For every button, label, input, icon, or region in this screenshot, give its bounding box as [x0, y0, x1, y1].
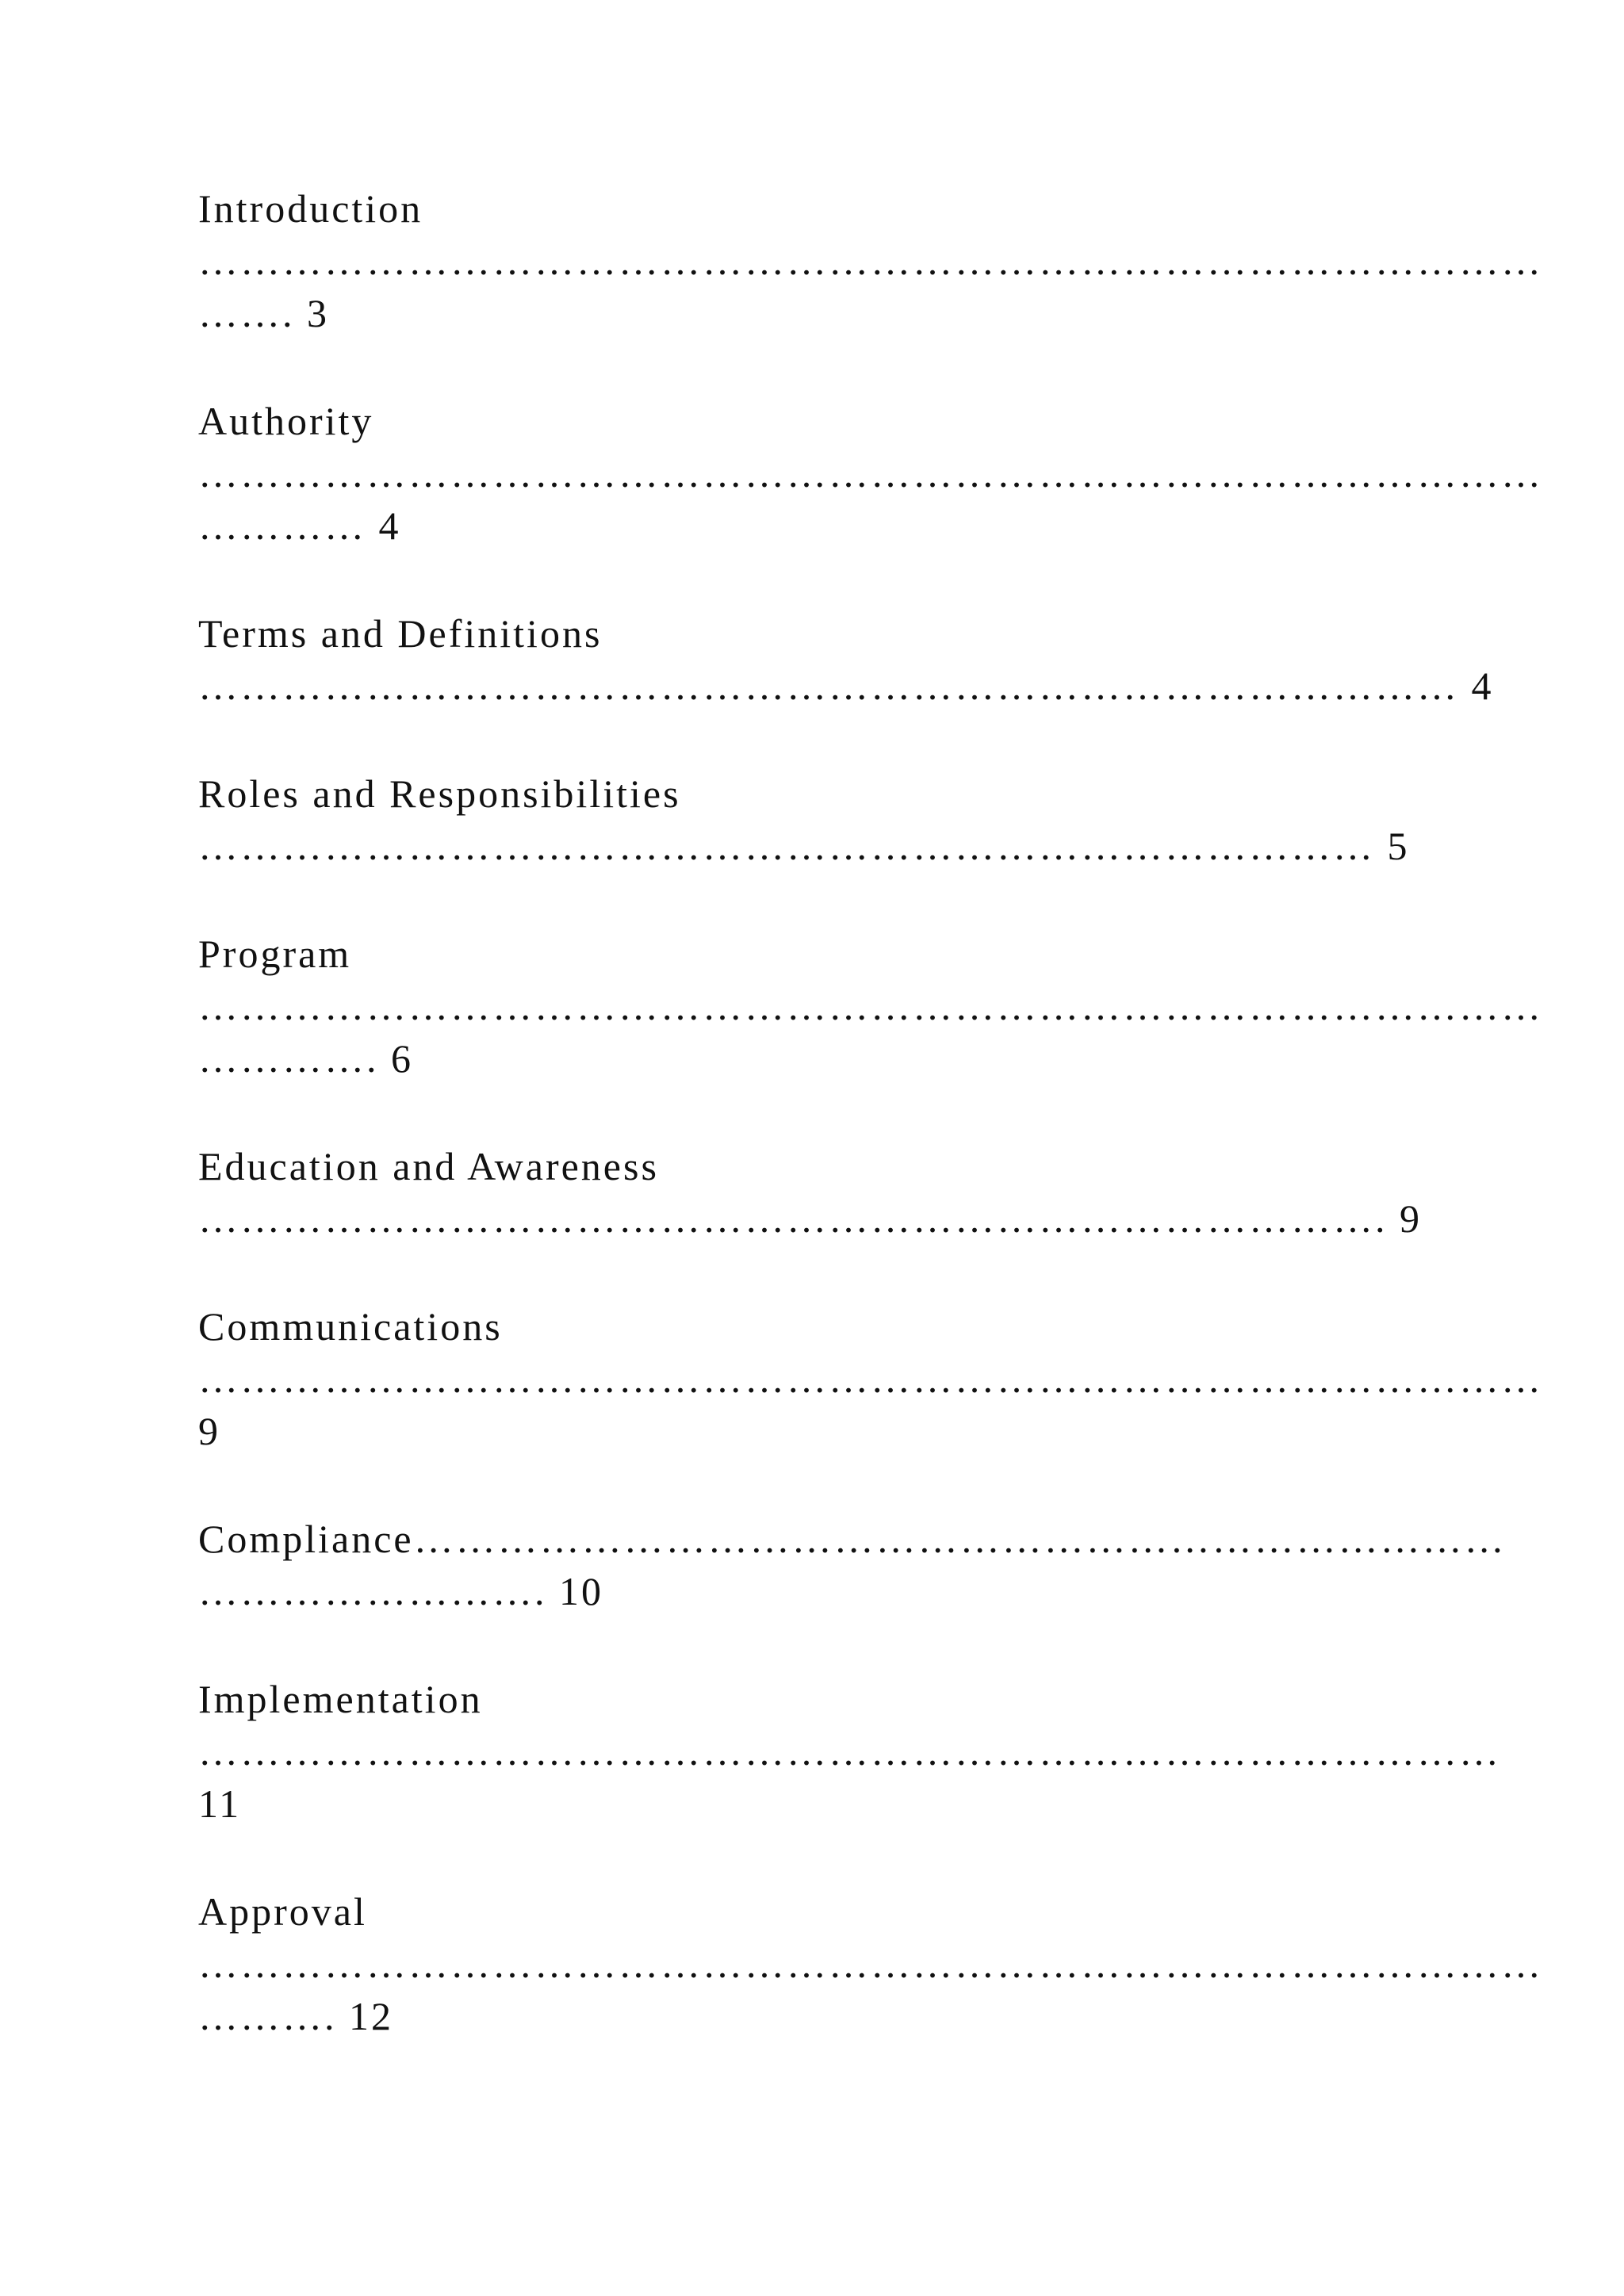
toc-entry-implementation [198, 1673, 1501, 1830]
toc-entry-title-with-leader: Compliance…………………………………………………………………… [198, 1517, 1507, 1561]
toc-entry-title: Approval [198, 1889, 367, 1934]
toc-entry-education-and-awareness [198, 1140, 1467, 1245]
toc-entry-title: Program [198, 932, 352, 976]
toc-dot-leader: …………………………………………………………………………………… [198, 984, 1543, 1028]
toc-dot-leader: …………………………………………………………………………………… [198, 1942, 1543, 1986]
toc-entry-title: Authority [198, 399, 374, 443]
toc-dot-leader-page: ………… 4 [198, 503, 401, 548]
toc-entry-title: Communications [198, 1304, 503, 1349]
toc-dot-leader-page: ………………………………………………………………………… 5 [198, 824, 1410, 868]
toc-page-number: 9 [198, 1409, 220, 1453]
toc-dot-leader-page: …………. 6 [198, 1036, 413, 1081]
toc-entry-title: Introduction [198, 186, 423, 231]
toc-entry-title: Education and Awareness [198, 1144, 659, 1188]
toc-dot-leader-page: ……………………………………………………………………………… 4 [198, 664, 1494, 708]
toc-dot-leader-page: …………………………………………………………………………. 9 [198, 1196, 1422, 1241]
toc-entry-authority [198, 395, 1543, 552]
toc-page-number: 11 [198, 1781, 242, 1826]
toc-entry-roles-and-responsibilities [198, 767, 1467, 872]
toc-entry-title: Implementation [198, 1677, 483, 1721]
toc-entry-communications [198, 1300, 1543, 1457]
toc-dot-leader-page: ………. 12 [198, 1994, 393, 2038]
toc-dot-leader-page: ……………………. 10 [198, 1569, 603, 1613]
toc-entry-title: Terms and Definitions [198, 611, 603, 656]
toc-entry-terms-and-definitions [198, 607, 1494, 712]
toc-entry-compliance [198, 1513, 1507, 1617]
toc-entry-title: Roles and Responsibilities [198, 771, 681, 816]
toc-entry-introduction [198, 182, 1543, 339]
table-of-contents [198, 182, 1543, 2098]
toc-dot-leader: ………………………………………………………………………………… [198, 1729, 1501, 1774]
toc-dot-leader: …………………………………………………………………………………… [198, 1357, 1543, 1401]
toc-dot-leader-page: ……. 3 [198, 291, 329, 335]
toc-dot-leader: …………………………………………………………………………………… [198, 451, 1543, 496]
toc-entry-program [198, 928, 1543, 1085]
toc-entry-approval [198, 1885, 1543, 2042]
toc-dot-leader: …………………………………………………………………………………… [198, 239, 1543, 283]
